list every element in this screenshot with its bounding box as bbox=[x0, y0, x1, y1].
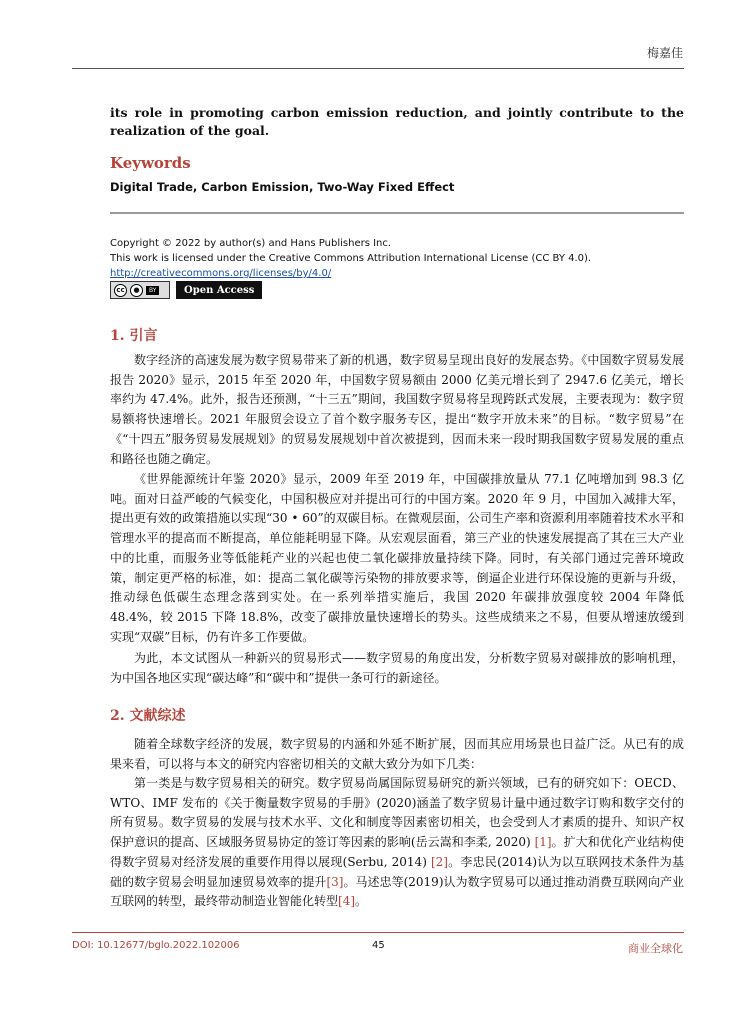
paragraph-text: 。李忠民(2014)认为以互联网技术条件为基础的数字贸易会明显加速贸易效率的提升 bbox=[110, 854, 684, 889]
paragraph-text: 。 bbox=[355, 894, 368, 909]
citation-link[interactable]: [3] bbox=[326, 874, 344, 889]
copyright-line: Copyright © 2022 by author(s) and Hans Publishers Inc. bbox=[110, 238, 392, 249]
header-divider bbox=[72, 68, 684, 69]
paragraph-text: 。扩大和优化产业结构使得数字贸易对经济发展的重要作用得以展现(Serbu, 2014) bbox=[110, 835, 684, 869]
person-icon: ● bbox=[130, 284, 143, 297]
paragraph: 数字经济的高速发展为数字贸易带来了新的机遇，数字贸易呈现出良好的发展态势。《中国数字贸易发展报告 2020》显示，2015 年至 2020 年，中国数字贸易额由 2000 亿美元增长到了 2947.6 亿美元，增长率约为 47.4%。此外，报告还预测，“十三五”期间，我国数字贸易将呈现跨跃式发展，主要表现为：数字贸易额将快速增长。2021 年服贸会设立了首个数字服务专区，提出“数字开放未来”的目标。“数字贸易”在《“十四五”服务贸易发展规划》的贸易发展规划中首次被提到，因而未来一段时期我国数字贸易发展的重点和路径也随之确定。 bbox=[110, 353, 684, 466]
by-label: BY bbox=[146, 286, 159, 295]
paragraph-text: 第一类是与数字贸易相关的研究。数字贸易尚属国际贸易研究的新兴领域，已有的研究如下：OECD、WTO、IMF 发布的《关于衡量数字贸易的手册》(2020)涵盖了数字贸易计量中通过数字订购和数字交付的所有贸易。数字贸易的发展与技术水平、文化和制度等因素密切相关，也会受到人才素质的提升、知识产权保护意识的提高、区域服务贸易协定的签订等因素的影响(岳云嵩和李柔, 2020) bbox=[110, 776, 684, 850]
open-access-badge[interactable]: Open Access bbox=[176, 281, 262, 299]
citation-link[interactable]: [1] bbox=[534, 835, 552, 850]
abstract-text-end: its role in promoting carbon emission reduction, and jointly contribute to the realization of the goal. bbox=[110, 105, 684, 138]
license-line: This work is licensed under the Creative Commons Attribution International License (CC BY 4.0). bbox=[110, 253, 592, 264]
section-divider bbox=[110, 212, 684, 214]
keywords-list: Digital Trade, Carbon Emission, Two-Way Fixed Effect bbox=[110, 180, 455, 194]
paragraph bbox=[110, 774, 684, 912]
section-heading-intro: 1. 引言 bbox=[110, 328, 158, 344]
footer-divider bbox=[72, 932, 684, 933]
running-header-author: 梅嘉佳 bbox=[646, 46, 683, 60]
page-number: 45 bbox=[372, 940, 385, 951]
paragraph: 为此，本文试图从一种新兴的贸易形式——数字贸易的角度出发，分析数字贸易对碳排放的影响机理，为中国各地区实现“碳达峰”和“碳中和”提供一条可行的新途径。 bbox=[110, 651, 684, 685]
footer-doi[interactable]: DOI: 10.12677/bglo.2022.102006 bbox=[72, 940, 240, 951]
paragraph: 随着全球数字经济的发展，数字贸易的内涵和外延不断扩展，因而其应用场景也日益广泛。从已有的成果来看，可以将与本文的研究内容密切相关的文献大致分为如下几类： bbox=[110, 737, 684, 771]
keywords-heading: Keywords bbox=[110, 154, 191, 172]
license-link[interactable]: http://creativecommons.org/licenses/by/4.0/ bbox=[110, 268, 332, 279]
paragraph: 《世界能源统计年鉴 2020》显示，2009 年至 2019 年，中国碳排放量从 77.1 亿吨增加到 98.3 亿吨。面对日益严峻的气候变化，中国积极应对并提出可行的中国方案。2020 年 9 月，中国加入减排大军，提出更有效的政策措施以实现“30 • 60”的双碳目标。在微观层面，公司生产率和资源利用率随着技术水平和管理水平的提高而不断提高，单位能耗明显下降。从宏观层面看，第三产业的快速发展提高了其在三大产业中的比重，而服务业等低能耗产业的兴起也使二氧化碳排放量持续下降。同时，有关部门通过完善环境政策，制定更严格的标准，如：提高二氧化碳等污染物的排放要求等，倒逼企业进行环保设施的更新与升级，推动绿色低碳生态理念落到实处。在一系列举措实施后，我国 2020 年碳排放强度较 2004 年降低 48.4%，较 2015 下降 18.8%，改变了碳排放量快速增长的势头。这些成绩来之不易，但要从增速放缓到实现“双碳”目标，仍有许多工作要做。 bbox=[110, 472, 684, 644]
cc-icon: cc bbox=[114, 284, 127, 297]
license-badges bbox=[110, 281, 262, 299]
license-block bbox=[110, 236, 591, 281]
cc-by-badge[interactable] bbox=[110, 281, 170, 299]
citation-link[interactable]: [2] bbox=[430, 854, 448, 869]
citation-link[interactable]: [4] bbox=[338, 894, 356, 909]
paragraph-text: 。马述忠等(2019)认为数字贸易可以通过推动消费互联网向产业互联网的转型，最终带动制造业智能化转型 bbox=[110, 874, 684, 909]
section-heading-literature: 2. 文献综述 bbox=[110, 708, 186, 724]
journal-name: 商业全球化 bbox=[628, 942, 683, 955]
